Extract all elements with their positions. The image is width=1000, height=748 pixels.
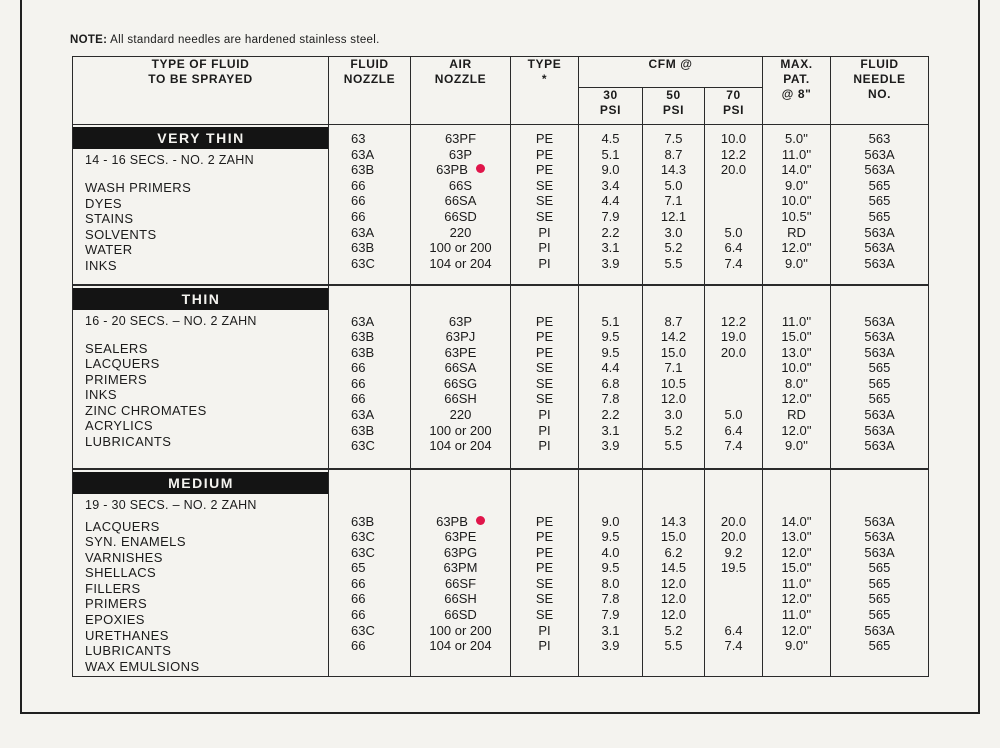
header-max-pat: MAX. PAT. @ 8" xyxy=(763,57,831,125)
cfm-70-value: 9.2 xyxy=(724,544,743,560)
air-nozzle-value: 66S xyxy=(448,177,473,193)
cfm-30-value: 7.9 xyxy=(601,208,620,224)
type-value: SE xyxy=(535,575,554,591)
fluid-nozzle-value: 63A xyxy=(351,224,375,240)
cfm-50-value: 5.2 xyxy=(664,622,683,638)
fluid-nozzle-value: 66 xyxy=(351,177,366,193)
type-value: PI xyxy=(538,438,551,454)
note-text: All standard needles are hardened stainless steel. xyxy=(110,34,380,46)
fluid-nozzle-value: 66 xyxy=(351,638,366,654)
fluid-needle-value: 565 xyxy=(868,375,891,391)
air-nozzle-value: 66SA xyxy=(444,193,477,209)
fluid-needle-value: 563A xyxy=(864,407,895,423)
fluid-name: SOLVENTS xyxy=(85,226,157,242)
fluid-name: ZINC CHROMATES xyxy=(85,402,207,418)
cfm-30-value: 5.1 xyxy=(601,313,620,329)
red-mark-icon xyxy=(476,164,485,173)
fluid-needle-value: 563A xyxy=(864,255,895,271)
type-column xyxy=(511,125,579,285)
fluid-needle-value: 565 xyxy=(868,391,891,407)
fluid-needle-value: 565 xyxy=(868,560,891,576)
cfm-30-column xyxy=(579,285,643,469)
cfm-70-value xyxy=(705,193,762,209)
air-nozzle-value: 220 xyxy=(449,224,472,240)
fluid-name: LACQUERS xyxy=(85,356,160,372)
section-0 xyxy=(73,125,929,285)
cfm-70-value: 20.0 xyxy=(720,513,747,529)
type-value: PE xyxy=(535,131,554,146)
header-cfm: CFM @ xyxy=(579,57,763,88)
fluid-type-cell xyxy=(73,285,329,469)
max-pat-value: 12.0'' xyxy=(781,391,812,407)
cfm-70-value: 20.0 xyxy=(720,162,747,178)
cfm-70-value xyxy=(705,576,762,592)
cfm-70-value: 19.0 xyxy=(720,329,747,345)
section-2 xyxy=(73,469,929,677)
cfm-50-value: 14.3 xyxy=(660,162,687,178)
cfm-50-value: 14.2 xyxy=(660,329,687,345)
type-value: PE xyxy=(535,513,554,529)
max-pat-value: 11.0'' xyxy=(781,575,812,591)
max-pat-value: 12.0'' xyxy=(781,422,812,438)
air-nozzle-column xyxy=(411,285,511,469)
cfm-70-value: 6.4 xyxy=(724,422,743,438)
fluid-needle-column xyxy=(831,125,929,285)
type-value: SE xyxy=(535,208,554,224)
cfm-30-value: 7.8 xyxy=(601,591,620,607)
cfm-70-value: 19.5 xyxy=(720,560,747,576)
cfm-70-value xyxy=(705,591,762,607)
air-nozzle-value: 63PE xyxy=(444,344,477,360)
fluid-needle-value: 565 xyxy=(868,607,891,623)
type-value: SE xyxy=(535,591,554,607)
cfm-30-column xyxy=(579,469,643,677)
air-nozzle-value: 63PB xyxy=(411,162,510,178)
cfm-70-value: 7.4 xyxy=(724,438,743,454)
cfm-70-value: 10.0 xyxy=(720,131,747,146)
header-air-nozzle: AIR NOZZLE xyxy=(411,57,511,125)
cfm-30-value: 3.4 xyxy=(601,177,620,193)
fluid-name: LUBRICANTS xyxy=(85,434,172,450)
fluid-needle-value: 565 xyxy=(868,193,891,209)
type-value: PE xyxy=(535,313,554,329)
cfm-70-value: 5.0 xyxy=(724,407,743,423)
type-value: SE xyxy=(535,391,554,407)
fluid-nozzle-value: 66 xyxy=(351,375,366,391)
fluid-nozzle-column xyxy=(329,469,411,677)
section-subtitle: 14 - 16 SECS. - NO. 2 ZAHN xyxy=(85,153,254,167)
cfm-30-value: 7.8 xyxy=(601,391,620,407)
max-pat-value: 15.0'' xyxy=(781,560,812,576)
cfm-30-value: 2.2 xyxy=(601,407,620,423)
type-value: PI xyxy=(538,255,551,271)
cfm-50-column xyxy=(643,469,705,677)
cfm-50-value: 6.2 xyxy=(664,544,683,560)
section-1 xyxy=(73,285,929,469)
air-nozzle-value: 220 xyxy=(449,407,472,423)
cfm-30-value: 3.1 xyxy=(601,240,620,256)
max-pat-column xyxy=(763,285,831,469)
type-value: PI xyxy=(538,422,551,438)
type-value: PE xyxy=(535,529,554,545)
fluid-nozzle-value: 66 xyxy=(351,607,366,623)
air-nozzle-value: 63PM xyxy=(443,560,478,576)
max-pat-value: 15.0'' xyxy=(781,329,812,345)
cfm-70-column xyxy=(705,469,763,677)
fluid-name: SYN. ENAMELS xyxy=(85,534,186,550)
fluid-name: INKS xyxy=(85,257,117,273)
fluid-nozzle-value: 63B xyxy=(351,240,375,256)
cfm-70-value: 12.2 xyxy=(720,313,747,329)
fluid-nozzle-column xyxy=(329,285,411,469)
air-nozzle-value: 104 or 204 xyxy=(429,638,492,654)
fluid-nozzle-value: 66 xyxy=(351,575,366,591)
fluid-needle-value: 563 xyxy=(868,131,891,146)
cfm-30-value: 3.9 xyxy=(601,255,620,271)
cfm-30-value: 9.0 xyxy=(601,162,620,178)
fluid-needle-value: 565 xyxy=(868,177,891,193)
cfm-30-value: 9.0 xyxy=(601,513,620,529)
fluid-needle-value: 565 xyxy=(868,638,891,654)
fluid-nozzle-value: 63A xyxy=(351,146,375,162)
cfm-50-value: 5.2 xyxy=(664,422,683,438)
type-value: SE xyxy=(535,177,554,193)
cfm-70-value: 7.4 xyxy=(724,638,743,654)
cfm-50-value: 5.0 xyxy=(664,177,683,193)
header-cfm-50: 50 PSI xyxy=(643,88,705,125)
fluid-nozzle-value: 63C xyxy=(351,255,375,271)
max-pat-value: 10.0'' xyxy=(781,193,812,209)
cfm-50-value: 12.0 xyxy=(660,591,687,607)
cfm-50-value: 14.5 xyxy=(660,560,687,576)
header-fluid-needle: FLUID NEEDLE NO. xyxy=(831,57,929,125)
note xyxy=(70,34,380,46)
cfm-30-value: 4.5 xyxy=(601,131,620,146)
air-nozzle-value: 63P xyxy=(448,313,473,329)
fluid-nozzle-column xyxy=(329,125,411,285)
cfm-30-value: 5.1 xyxy=(601,146,620,162)
cfm-30-value: 9.5 xyxy=(601,344,620,360)
fluid-name: WATER xyxy=(85,242,133,258)
max-pat-value: 9.0'' xyxy=(785,638,809,654)
type-value: PE xyxy=(535,162,554,178)
cfm-30-value: 4.0 xyxy=(601,544,620,560)
max-pat-value: 14.0'' xyxy=(781,162,812,178)
fluid-name: LUBRICANTS xyxy=(85,643,172,659)
cfm-50-column xyxy=(643,125,705,285)
fluid-name: ACRYLICS xyxy=(85,418,153,434)
air-nozzle-value: 63PB xyxy=(411,514,510,530)
air-nozzle-value: 66SA xyxy=(444,360,477,376)
fluid-needle-value: 563A xyxy=(864,422,895,438)
type-value: PI xyxy=(538,407,551,423)
cfm-50-value: 15.0 xyxy=(660,344,687,360)
air-nozzle-value: 66SD xyxy=(444,208,477,224)
fluid-needle-value: 563A xyxy=(864,513,895,529)
fluid-nozzle-value: 63C xyxy=(351,438,375,454)
cfm-30-value: 7.9 xyxy=(601,607,620,623)
max-pat-value: 12.0'' xyxy=(781,591,812,607)
max-pat-value: 10.0'' xyxy=(781,360,812,376)
section-banner: VERY THIN xyxy=(73,127,329,149)
fluid-nozzle-value: 63C xyxy=(351,544,375,560)
fluid-name: SEALERS xyxy=(85,340,148,356)
type-value: PE xyxy=(535,560,554,576)
cfm-30-value: 4.4 xyxy=(601,193,620,209)
fluid-nozzle-value: 66 xyxy=(351,360,366,376)
cfm-70-value xyxy=(705,391,762,407)
fluid-name: VARNISHES xyxy=(85,549,163,565)
air-nozzle-value: 63PJ xyxy=(445,329,476,345)
air-nozzle-column xyxy=(411,469,511,677)
fluid-name: PRIMERS xyxy=(85,371,148,387)
spray-nozzle-table xyxy=(72,56,929,677)
cfm-30-value: 2.2 xyxy=(601,224,620,240)
section-banner: MEDIUM xyxy=(73,472,329,494)
air-nozzle-value: 66SF xyxy=(444,575,477,591)
fluid-name: EPOXIES xyxy=(85,612,145,628)
cfm-70-value: 20.0 xyxy=(720,344,747,360)
cfm-30-value: 3.1 xyxy=(601,622,620,638)
air-nozzle-column xyxy=(411,125,511,285)
fluid-name: LACQUERS xyxy=(85,518,160,534)
fluid-needle-value: 563A xyxy=(864,529,895,545)
fluid-needle-column xyxy=(831,469,929,677)
max-pat-value: 9.0'' xyxy=(785,177,809,193)
max-pat-value: 13.0'' xyxy=(781,344,812,360)
cfm-70-value xyxy=(705,209,762,225)
air-nozzle-value: 63PF xyxy=(444,131,477,146)
cfm-30-value: 3.9 xyxy=(601,438,620,454)
fluid-needle-value: 563A xyxy=(864,162,895,178)
cfm-50-column xyxy=(643,285,705,469)
max-pat-value: 9.0'' xyxy=(785,255,809,271)
type-value: PI xyxy=(538,622,551,638)
cfm-30-value: 3.1 xyxy=(601,422,620,438)
air-nozzle-value: 63PE xyxy=(444,529,477,545)
fluid-nozzle-value: 63B xyxy=(351,329,375,345)
fluid-needle-value: 565 xyxy=(868,575,891,591)
fluid-nozzle-value: 66 xyxy=(351,208,366,224)
section-subtitle: 16 - 20 SECS. – NO. 2 ZAHN xyxy=(85,313,257,328)
cfm-30-value: 9.5 xyxy=(601,529,620,545)
cfm-50-value: 5.2 xyxy=(664,240,683,256)
cfm-50-value: 12.0 xyxy=(660,575,687,591)
fluid-name: SHELLACS xyxy=(85,565,157,581)
fluid-name: STAINS xyxy=(85,211,134,227)
fluid-needle-value: 565 xyxy=(868,208,891,224)
header-type: TYPE * xyxy=(511,57,579,125)
fluid-name: FILLERS xyxy=(85,580,141,596)
fluid-type-cell xyxy=(73,469,329,677)
cfm-50-value: 12.0 xyxy=(660,391,687,407)
fluid-name: WASH PRIMERS xyxy=(85,180,192,195)
header-cfm-30: 30 PSI xyxy=(579,88,643,125)
cfm-50-value: 5.5 xyxy=(664,255,683,271)
fluid-type-cell xyxy=(73,125,329,285)
fluid-name: URETHANES xyxy=(85,627,169,643)
air-nozzle-value: 66SG xyxy=(443,375,478,391)
fluid-needle-value: 565 xyxy=(868,591,891,607)
cfm-70-value: 7.4 xyxy=(724,255,743,271)
air-nozzle-value: 100 or 200 xyxy=(429,622,492,638)
cfm-70-column xyxy=(705,125,763,285)
cfm-50-value: 3.0 xyxy=(664,407,683,423)
cfm-70-value xyxy=(705,360,762,376)
max-pat-value: 11.0'' xyxy=(781,607,812,623)
red-mark-icon xyxy=(476,516,485,525)
cfm-70-value xyxy=(705,178,762,194)
max-pat-value: 10.5'' xyxy=(781,208,812,224)
cfm-30-column xyxy=(579,125,643,285)
section-subtitle: 19 - 30 SECS. – NO. 2 ZAHN xyxy=(85,497,257,512)
fluid-nozzle-value: 63B xyxy=(351,162,375,178)
fluid-needle-value: 563A xyxy=(864,622,895,638)
air-nozzle-value: 104 or 204 xyxy=(429,438,492,454)
cfm-70-value xyxy=(705,376,762,392)
cfm-50-value: 8.7 xyxy=(664,146,683,162)
type-value: SE xyxy=(535,193,554,209)
type-value: SE xyxy=(535,360,554,376)
cfm-50-value: 3.0 xyxy=(664,224,683,240)
air-nozzle-value: 104 or 204 xyxy=(429,255,492,271)
cfm-70-value: 5.0 xyxy=(724,224,743,240)
fluid-name: PRIMERS xyxy=(85,596,148,612)
air-nozzle-value: 66SD xyxy=(444,607,477,623)
cfm-70-value: 6.4 xyxy=(724,622,743,638)
fluid-needle-value: 563A xyxy=(864,313,895,329)
air-nozzle-value: 63PG xyxy=(443,544,478,560)
fluid-needle-value: 563A xyxy=(864,544,895,560)
type-value: SE xyxy=(535,607,554,623)
air-nozzle-value: 66SH xyxy=(444,391,477,407)
cfm-30-value: 6.8 xyxy=(601,375,620,391)
fluid-needle-value: 563A xyxy=(864,329,895,345)
max-pat-value: 12.0'' xyxy=(781,544,812,560)
fluid-needle-value: 563A xyxy=(864,240,895,256)
fluid-nozzle-value: 66 xyxy=(351,391,366,407)
fluid-nozzle-value: 63A xyxy=(351,313,375,329)
type-value: PE xyxy=(535,146,554,162)
max-pat-value: RD xyxy=(787,224,806,240)
fluid-nozzle-value: 65 xyxy=(351,560,366,576)
fluid-needle-value: 563A xyxy=(864,438,895,454)
type-value: PE xyxy=(535,544,554,560)
fluid-name: INKS xyxy=(85,387,117,403)
fluid-list xyxy=(73,519,328,675)
fluid-needle-value: 563A xyxy=(864,224,895,240)
cfm-50-value: 8.7 xyxy=(664,313,683,329)
header-fluid-nozzle: FLUID NOZZLE xyxy=(329,57,411,125)
type-value: PI xyxy=(538,224,551,240)
fluid-needle-value: 563A xyxy=(864,344,895,360)
max-pat-value: 13.0'' xyxy=(781,529,812,545)
cfm-70-value: 6.4 xyxy=(724,240,743,256)
cfm-50-value: 15.0 xyxy=(660,529,687,545)
type-column xyxy=(511,285,579,469)
max-pat-value: 11.0'' xyxy=(781,146,812,162)
cfm-70-value xyxy=(705,607,762,623)
max-pat-value: 9.0'' xyxy=(785,438,809,454)
cfm-30-value: 8.0 xyxy=(601,575,620,591)
fluid-nozzle-value: 66 xyxy=(351,591,366,607)
cfm-50-value: 12.1 xyxy=(660,208,687,224)
cfm-70-value: 20.0 xyxy=(720,529,747,545)
air-nozzle-value: 63P xyxy=(448,146,473,162)
fluid-nozzle-value: 63 xyxy=(351,131,366,146)
max-pat-column xyxy=(763,125,831,285)
header-cfm-70: 70 PSI xyxy=(705,88,763,125)
fluid-nozzle-value: 63C xyxy=(351,622,375,638)
cfm-30-value: 3.9 xyxy=(601,638,620,654)
note-label: NOTE: xyxy=(70,34,108,46)
cfm-30-value: 9.5 xyxy=(601,329,620,345)
max-pat-value: 12.0'' xyxy=(781,240,812,256)
type-value: PE xyxy=(535,344,554,360)
cfm-50-value: 7.1 xyxy=(664,193,683,209)
fluid-nozzle-value: 63C xyxy=(351,529,375,545)
fluid-nozzle-value: 63B xyxy=(351,513,375,529)
cfm-50-value: 7.5 xyxy=(664,131,683,146)
max-pat-value: 8.0'' xyxy=(785,375,809,391)
fluid-nozzle-value: 63A xyxy=(351,407,375,423)
max-pat-value: RD xyxy=(787,407,806,423)
type-value: PE xyxy=(535,329,554,345)
max-pat-value: 12.0'' xyxy=(781,622,812,638)
cfm-50-value: 5.5 xyxy=(664,438,683,454)
cfm-30-value: 4.4 xyxy=(601,360,620,376)
fluid-list xyxy=(73,180,328,274)
cfm-50-value: 10.5 xyxy=(660,375,687,391)
max-pat-value: 11.0'' xyxy=(781,313,812,329)
cfm-70-value: 12.2 xyxy=(720,146,747,162)
type-value: PI xyxy=(538,638,551,654)
max-pat-value: 5.0'' xyxy=(785,131,809,146)
header-type-of-fluid: TYPE OF FLUID TO BE SPRAYED xyxy=(73,57,329,125)
fluid-needle-value: 563A xyxy=(864,146,895,162)
air-nozzle-value: 100 or 200 xyxy=(429,422,492,438)
max-pat-column xyxy=(763,469,831,677)
fluid-name: WAX EMULSIONS xyxy=(85,658,200,674)
type-value: PI xyxy=(538,240,551,256)
cfm-70-column xyxy=(705,285,763,469)
fluid-nozzle-value: 63B xyxy=(351,422,375,438)
type-column xyxy=(511,469,579,677)
air-nozzle-value: 100 or 200 xyxy=(429,240,492,256)
cfm-30-value: 9.5 xyxy=(601,560,620,576)
fluid-needle-column xyxy=(831,285,929,469)
cfm-50-value: 14.3 xyxy=(660,513,687,529)
fluid-nozzle-value: 63B xyxy=(351,344,375,360)
air-nozzle-value: 66SH xyxy=(444,591,477,607)
fluid-nozzle-value: 66 xyxy=(351,193,366,209)
cfm-50-value: 12.0 xyxy=(660,607,687,623)
cfm-50-value: 7.1 xyxy=(664,360,683,376)
fluid-needle-value: 565 xyxy=(868,360,891,376)
fluid-name: DYES xyxy=(85,195,123,211)
fluid-list xyxy=(73,341,328,450)
cfm-50-value: 5.5 xyxy=(664,638,683,654)
max-pat-value: 14.0'' xyxy=(781,513,812,529)
section-banner: THIN xyxy=(73,288,329,310)
type-value: SE xyxy=(535,375,554,391)
